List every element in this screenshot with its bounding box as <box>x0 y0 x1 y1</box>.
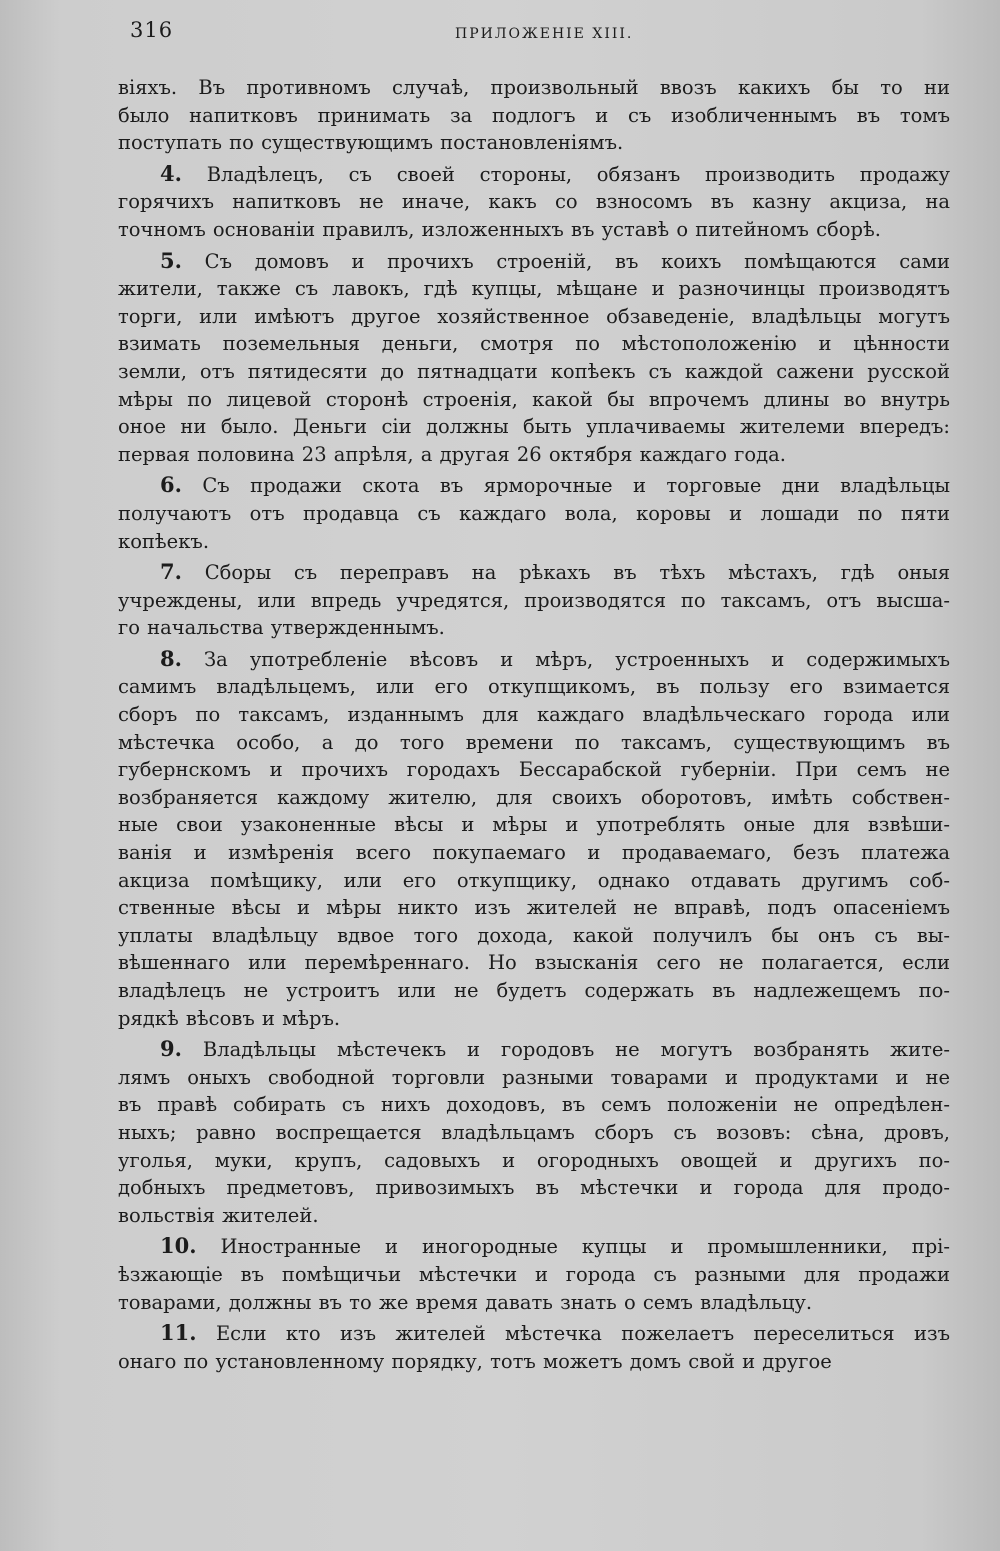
body-text <box>118 74 950 1378</box>
line-text: ственные вѣсы и мѣры никто изъ жителей не вправѣ, подъ опасеніемъ <box>118 896 950 920</box>
section-paragraph <box>118 558 950 642</box>
line-text: віяхъ. Въ противномъ случаѣ, произвольный ввозъ какихъ бы то ни <box>118 76 950 99</box>
line-text: первая половина 23 апрѣля, а другая 26 октября каждаго года. <box>118 442 786 466</box>
text-line <box>118 949 950 977</box>
line-text: копѣекъ. <box>118 529 210 553</box>
line-text: добныхъ предметовъ, привозимыхъ въ мѣстечки и города для продо- <box>118 1176 950 1200</box>
text-line <box>118 1091 950 1119</box>
line-text: Иностранные и иногородные купцы и промышленники, прі- <box>220 1235 950 1259</box>
text-line <box>118 811 950 839</box>
text-line <box>118 1202 950 1230</box>
section-number: 5. <box>160 247 182 273</box>
line-text: акциза помѣщику, или его откупщику, однако отдавать другимъ соб- <box>118 868 950 892</box>
text-line <box>118 614 950 642</box>
text-line <box>118 1348 950 1376</box>
text-line <box>118 1147 950 1175</box>
text-line <box>118 701 950 729</box>
text-line <box>118 922 950 950</box>
text-line <box>118 330 950 358</box>
line-text: Съ продажи скота въ ярморочные и торговые дни владѣльцы <box>202 474 950 498</box>
text-line <box>118 558 950 587</box>
line-text: Владѣльцы мѣстечекъ и городовъ не могутъ возбранять жите- <box>202 1038 950 1062</box>
text-line <box>118 441 950 469</box>
text-line <box>118 358 950 386</box>
line-text: ѣзжающіе въ помѣщичьи мѣстечки и города съ разными для продажи <box>118 1262 950 1286</box>
text-line <box>118 645 950 674</box>
line-text: лямъ оныхъ свободной торговли разными товарами и продуктами и не <box>118 1065 950 1089</box>
line-text: взимать поземельныя деньги, смотря по мѣстоположенію и цѣнности <box>118 332 950 356</box>
text-line <box>118 756 950 784</box>
text-line <box>118 673 950 701</box>
text-line <box>118 247 950 276</box>
line-text: Владѣлецъ, съ своей стороны, обязанъ производить продажу <box>206 162 951 186</box>
line-text: вольствія жителей. <box>118 1203 319 1227</box>
line-text: было напитковъ принимать за подлогъ и съ изобличеннымъ въ томъ <box>118 103 950 127</box>
line-text: горячихъ напитковъ не иначе, какъ со взносомъ въ казну акциза, на <box>118 190 950 214</box>
section-number: 6. <box>160 472 182 498</box>
line-text: сборъ по таксамъ, изданнымъ для каждаго владѣльческаго города или <box>118 703 950 727</box>
text-line <box>118 1035 950 1064</box>
text-line <box>118 784 950 812</box>
text-line <box>118 129 950 157</box>
page-number: 316 <box>130 18 174 42</box>
section-paragraph <box>118 645 950 1032</box>
line-text: го начальства утвержденнымъ. <box>118 616 445 640</box>
text-line <box>118 977 950 1005</box>
text-line <box>118 1289 950 1317</box>
line-text: торги, или имѣютъ другое хозяйственное обзаведеніе, владѣльцы могутъ <box>118 304 950 328</box>
line-text: владѣлецъ не устроитъ или не будетъ содержать въ надлежещемъ по- <box>118 979 950 1002</box>
line-text: онаго по установленному порядку, тотъ можетъ домъ свой и другое <box>118 1349 832 1373</box>
line-text: возбраняется каждому жителю, для своихъ оборотовъ, имѣть собствен- <box>118 785 950 809</box>
text-line <box>118 1005 950 1033</box>
running-head: ПРИЛОЖЕНІЕ XIII. <box>455 26 634 42</box>
section-paragraph <box>118 1232 950 1316</box>
text-line <box>118 839 950 867</box>
text-line <box>118 729 950 757</box>
section-number: 4. <box>160 160 182 186</box>
text-line <box>118 1232 950 1261</box>
line-text: уголья, муки, крупъ, садовыхъ и огородныхъ овощей и другихъ по- <box>118 1148 950 1172</box>
text-line <box>118 867 950 895</box>
line-text: точномъ основаніи правилъ, изложенныхъ въ уставѣ о питейномъ сборѣ. <box>118 217 881 241</box>
section-paragraph <box>118 247 950 469</box>
section-paragraph <box>118 160 950 244</box>
text-line <box>118 1064 950 1092</box>
line-text: въ правѣ собирать съ нихъ доходовъ, въ семъ положеніи не опредѣлен- <box>118 1093 950 1117</box>
text-line <box>118 275 950 303</box>
line-text: мѣстечка особо, а до того времени по таксамъ, существующимъ въ <box>118 730 950 754</box>
text-line <box>118 1319 950 1348</box>
section-number: 7. <box>160 559 182 585</box>
text-line <box>118 160 950 189</box>
continued-paragraph <box>118 74 950 157</box>
section-number: 9. <box>160 1036 182 1062</box>
line-text: уплаты владѣльцу вдвое того дохода, какой получилъ бы онъ съ вы- <box>118 923 950 947</box>
line-text: жители, также съ лавокъ, гдѣ купцы, мѣщане и разночинцы производятъ <box>118 277 950 301</box>
line-text: вѣшеннаго или перемѣреннаго. Но взысканія сего не полагается, если <box>118 951 950 975</box>
section-number: 8. <box>160 645 182 671</box>
text-line <box>118 216 950 244</box>
text-line <box>118 500 950 528</box>
line-text: учреждены, или впредь учредятся, производятся по таксамъ, отъ высша- <box>118 588 950 612</box>
text-line <box>118 1174 950 1202</box>
line-text: рядкѣ вѣсовъ и мѣръ. <box>118 1006 341 1030</box>
text-line <box>118 188 950 216</box>
line-text: ные свои узаконенные вѣсы и мѣры и употреблять оные для взвѣши- <box>118 813 950 837</box>
line-text: получаютъ отъ продавца съ каждаго вола, коровы и лошади по пяти <box>118 501 950 525</box>
text-line <box>118 471 950 500</box>
section-number: 11. <box>160 1320 197 1346</box>
line-text: Сборы съ переправъ на рѣкахъ въ тѣхъ мѣстахъ, гдѣ оныя <box>204 561 950 585</box>
line-text: поступать по существующимъ постановленіямъ. <box>118 131 624 155</box>
text-line <box>118 413 950 441</box>
line-text: ныхъ; равно воспрещается владѣльцамъ сборъ съ возовъ: сѣна, дровъ, <box>118 1120 950 1144</box>
text-line <box>118 1261 950 1289</box>
line-text: товарами, должны въ то же время давать знать о семъ владѣльцу. <box>118 1290 813 1314</box>
section-paragraph <box>118 1319 950 1375</box>
line-text: самимъ владѣльцемъ, или его откупщикомъ, въ пользу его взимается <box>118 675 950 699</box>
line-text: губернскомъ и прочихъ городахъ Бессарабской губерніи. При семъ не <box>118 758 950 782</box>
text-line <box>118 894 950 922</box>
line-text: оное ни было. Деньги сіи должны быть уплачиваемы жителеми впередъ: <box>118 415 950 439</box>
section-paragraph <box>118 471 950 555</box>
text-line <box>118 102 950 130</box>
line-text: мѣры по лицевой сторонѣ строенія, какой бы впрочемъ длины во внутрь <box>118 387 950 411</box>
line-text: Съ домовъ и прочихъ строеній, въ коихъ помѣщаются сами <box>204 249 950 273</box>
text-line <box>118 386 950 414</box>
line-text: За употребленіе вѣсовъ и мѣръ, устроенныхъ и содержимыхъ <box>204 647 950 671</box>
text-line <box>118 1119 950 1147</box>
text-line <box>118 528 950 556</box>
line-text: Если кто изъ жителей мѣстечка пожелаетъ переселиться изъ <box>215 1322 950 1346</box>
section-paragraph <box>118 1035 950 1229</box>
line-text: ванія и измѣренія всего покупаемаго и продаваемаго, безъ платежа <box>118 841 950 865</box>
text-line <box>118 74 950 102</box>
text-line <box>118 587 950 615</box>
line-text: земли, отъ пятидесяти до пятнадцати копѣекъ съ каждой сажени русской <box>118 359 950 383</box>
section-number: 10. <box>160 1233 197 1259</box>
text-line <box>118 303 950 331</box>
